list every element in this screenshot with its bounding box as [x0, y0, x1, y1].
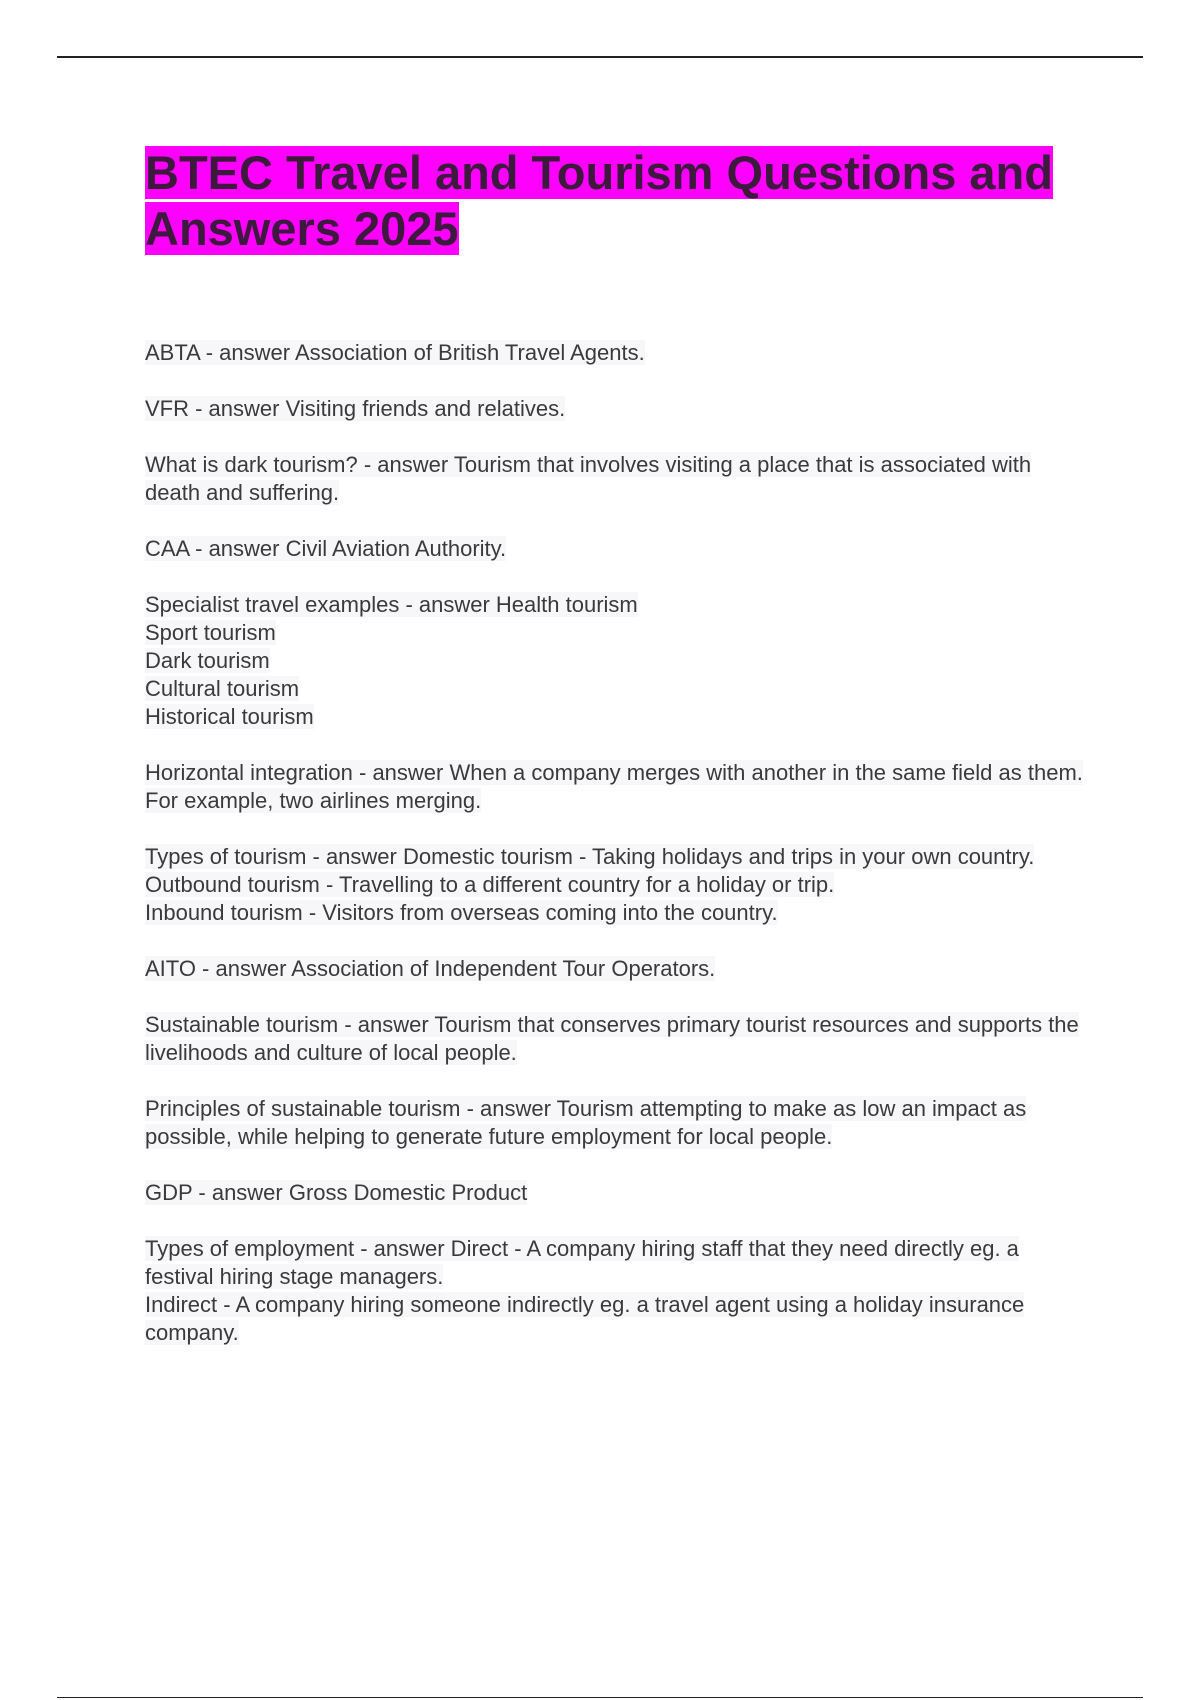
- qa-entry: Specialist travel examples - answer Health tourism Sport tourism Dark tourism Cultural tourism Historical tourism: [145, 592, 638, 729]
- qa-entry: Sustainable tourism - answer Tourism that conserves primary tourist resources and supports the livelihoods and culture of local people.: [145, 1012, 1079, 1065]
- qa-entry: What is dark tourism? - answer Tourism that involves visiting a place that is associated with death and suffering.: [145, 452, 1032, 505]
- qa-entry: Types of employment - answer Direct - A company hiring staff that they need directly eg. a festival hiring stage managers. Indirect - A company hiring someone indirectly eg. a travel agent using a holiday insurance company.: [145, 1236, 1025, 1345]
- qa-list: [145, 339, 1085, 1347]
- qa-entry: VFR - answer Visiting friends and relatives.: [145, 396, 566, 421]
- qa-entry: GDP - answer Gross Domestic Product: [145, 1180, 528, 1205]
- title-text: BTEC Travel and Tourism Questions and Answers 2025: [145, 146, 1053, 255]
- qa-entry: ABTA - answer Association of British Travel Agents.: [145, 340, 645, 365]
- document-title: [145, 145, 1085, 257]
- bottom-rule: [57, 1697, 1143, 1698]
- qa-entry: CAA - answer Civil Aviation Authority.: [145, 536, 507, 561]
- top-rule: [57, 56, 1143, 58]
- qa-entry: Horizontal integration - answer When a company merges with another in the same field as them. For example, two airlines merging.: [145, 760, 1083, 813]
- qa-entry: Types of tourism - answer Domestic tourism - Taking holidays and trips in your own country. Outbound tourism - Travelling to a different country for a holiday or trip. Inbound tourism - Visitors from overseas coming into the country.: [145, 844, 1035, 925]
- qa-entry: Principles of sustainable tourism - answer Tourism attempting to make as low an impact as possible, while helping to generate future employment for local people.: [145, 1096, 1027, 1149]
- qa-entry: AITO - answer Association of Independent Tour Operators.: [145, 956, 716, 981]
- document-body: [145, 145, 1085, 1375]
